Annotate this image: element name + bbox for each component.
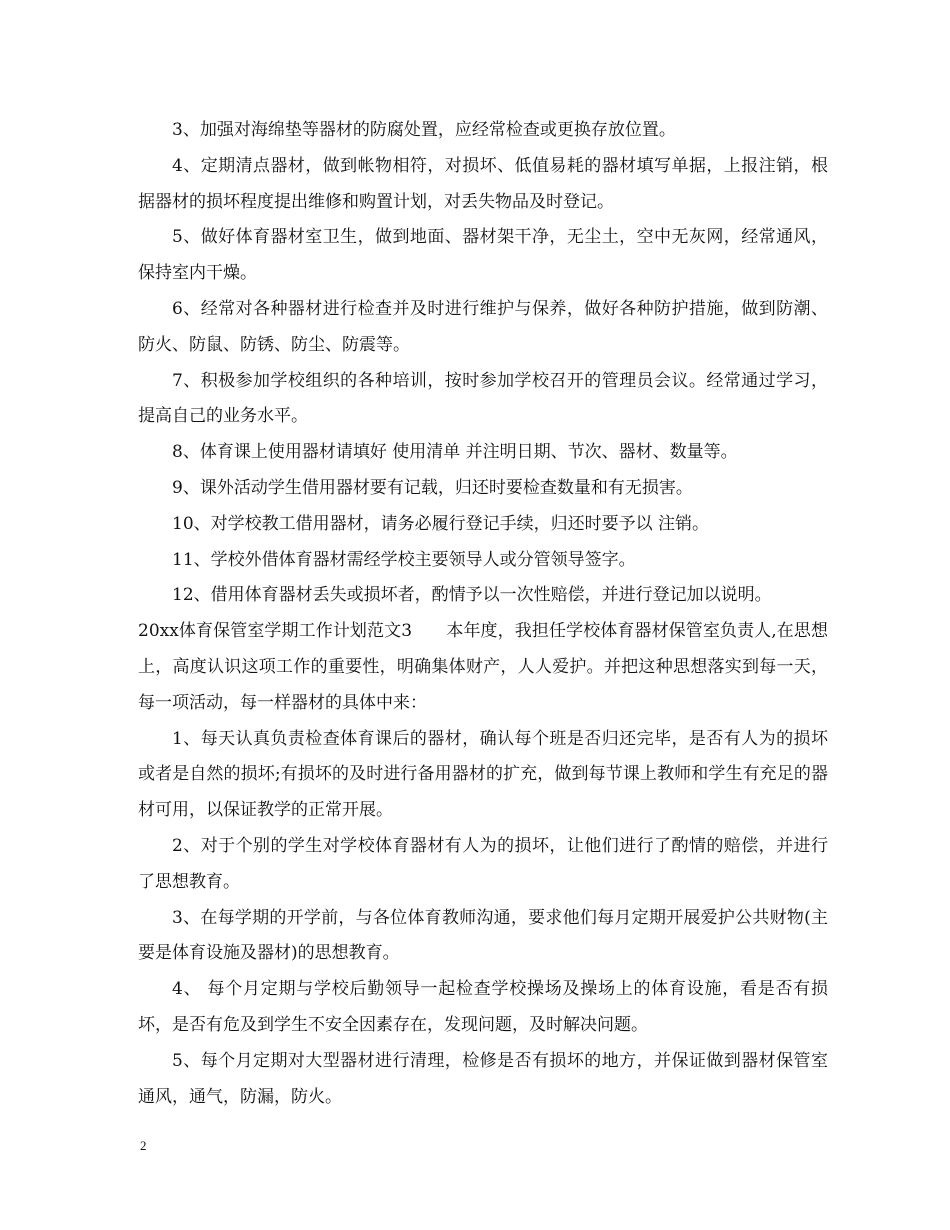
paragraph: 10、对学校教工借用器材，请务必履行登记手续，归还时要予以 注销。 <box>172 513 710 534</box>
paragraph: 4、 每个月定期与学校后勤领导一起检查学校操场及操场上的体育设施，看是否有损坏，是否有危及到学生不安全因素存在，发现问题，及时解决问题。 <box>138 979 828 1035</box>
section-heading-paragraph: 20xx体育保管室学期工作计划范文3 本年度，我担任学校体育器材保管室负责人,在思想上，高度认识这项工作的重要性，明确集体财产，人人爱护。并把这种思想落实到每一天，每一项活动，每一样器材的具体中来： <box>138 621 828 713</box>
paragraph: 4、定期清点器材，做到帐物相符，对损坏、低值易耗的器材填写单据，上报注销，根据器材的损坏程度提出维修和购置计划，对丢失物品及时登记。 <box>138 155 828 212</box>
paragraph: 8、体育课上使用器材请填好 使用清单 并注明日期、节次、器材、数量等。 <box>172 442 738 463</box>
paragraph: 1、每天认真负责检查体育课后的器材，确认每个班是否归还完毕，是否有人为的损坏或者是自然的损坏;有损坏的及时进行备用器材的扩充，做到每节课上教师和学生有充足的器材可用，以保证教学的正常开展。 <box>138 728 828 821</box>
paragraph: 12、借用体育器材丢失或损坏者，酌情予以一次性赔偿，并进行登记加以说明。 <box>172 585 772 606</box>
paragraph: 2、对于个别的学生对学校体育器材有人为的损坏，让他们进行了酌情的赔偿，并进行了思想教育。 <box>138 835 828 892</box>
document-body <box>138 113 828 1115</box>
page-number: 2 <box>140 1138 147 1153</box>
paragraph: 5、每个月定期对大型器材进行清理，检修是否有损坏的地方，并保证做到器材保管室通风，通气，防漏，防火。 <box>138 1050 828 1107</box>
paragraph: 7、积极参加学校组织的各种培训，按时参加学校召开的管理员会议。经常通过学习，提高自己的业务水平。 <box>138 370 828 427</box>
paragraph: 5、做好体育器材室卫生，做到地面、器材架干净，无尘土，空中无灰网，经常通风，保持室内干燥。 <box>138 227 828 284</box>
paragraph: 9、课外活动学生借用器材要有记载，归还时要检查数量和有无损害。 <box>172 477 693 498</box>
paragraph: 3、加强对海绵垫等器材的防腐处置，应经常检查或更换存放位置。 <box>172 120 676 140</box>
paragraph: 11、学校外借体育器材需经学校主要领导人或分管领导签字。 <box>172 549 636 570</box>
paragraph: 6、经常对各种器材进行检查并及时进行维护与保养，做好各种防护措施，做到防潮、防火、防鼠、防锈、防尘、防震等。 <box>138 298 828 355</box>
paragraph: 3、在每学期的开学前，与各位体育教师沟通，要求他们每月定期开展爱护公共财物(主要是体育设施及器材)的思想教育。 <box>138 907 828 964</box>
